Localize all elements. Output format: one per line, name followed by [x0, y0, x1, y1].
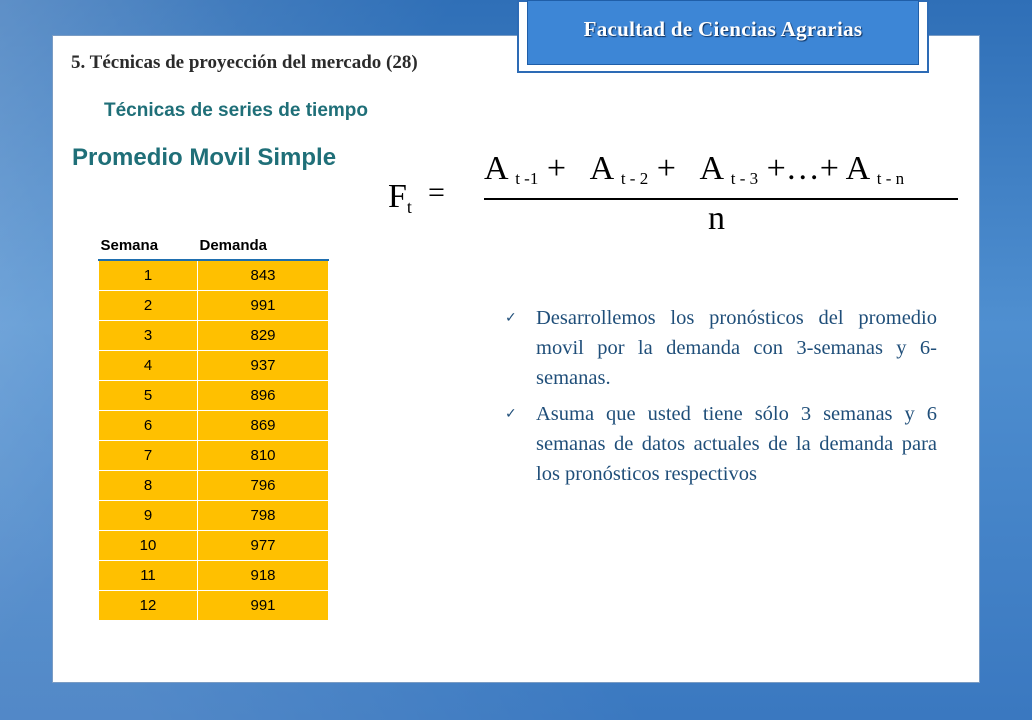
table-row: [99, 591, 329, 621]
week-cell: 3: [99, 321, 198, 351]
demand-cell: 796: [198, 471, 329, 501]
week-cell: 5: [99, 381, 198, 411]
bullet-list: [505, 303, 937, 495]
term-symbol: A: [845, 150, 869, 187]
formula-denominator: n: [708, 200, 725, 237]
term-op: +: [656, 150, 676, 187]
table-row: [99, 531, 329, 561]
column-header-week: Semana: [99, 232, 198, 260]
term-op: +: [546, 150, 567, 187]
demand-cell: 937: [198, 351, 329, 381]
subtitle: Técnicas de series de tiempo: [104, 100, 369, 121]
bullet-text: Desarrollemos los pronósticos del promedio movil por la demanda con 3-semanas y 6-semanas.: [536, 307, 937, 389]
demand-cell: 843: [198, 260, 329, 291]
demand-cell: 918: [198, 561, 329, 591]
demand-cell: 991: [198, 591, 329, 621]
table-row: [99, 441, 329, 471]
table-row: [99, 561, 329, 591]
formula-numerator: [484, 150, 904, 189]
week-cell: 12: [99, 591, 198, 621]
table-row: [99, 260, 329, 291]
term-symbol: A: [589, 150, 613, 187]
table-row: [99, 411, 329, 441]
demand-cell: 991: [198, 291, 329, 321]
table-row: [99, 351, 329, 381]
week-cell: 7: [99, 441, 198, 471]
demand-cell: 896: [198, 381, 329, 411]
bullet-item: [505, 303, 937, 393]
column-header-demand: Demanda: [198, 232, 329, 260]
demand-cell: 977: [198, 531, 329, 561]
section-title: 5. Técnicas de proyección del mercado (28): [71, 52, 418, 73]
demand-table: [98, 232, 329, 621]
term-sub: t - n: [876, 169, 905, 188]
term-symbol: A: [484, 150, 507, 187]
demand-cell: 798: [198, 501, 329, 531]
week-cell: 8: [99, 471, 198, 501]
demand-cell: 829: [198, 321, 329, 351]
table-row: [99, 321, 329, 351]
formula-equals: =: [428, 176, 445, 209]
check-icon: ✓: [505, 310, 517, 326]
term-sub: t -1: [515, 169, 539, 188]
demand-cell: 869: [198, 411, 329, 441]
table-header-row: [99, 232, 329, 260]
page-heading: Promedio Movil Simple: [72, 144, 337, 171]
bullet-item: [505, 399, 937, 489]
bullet-text: Asuma que usted tiene sólo 3 semanas y 6 semanas de datos actuales de la demanda para los pronósticos respectivos: [536, 403, 937, 485]
table-body: [99, 260, 329, 621]
term-symbol: A: [699, 150, 723, 187]
week-cell: 4: [99, 351, 198, 381]
week-cell: 2: [99, 291, 198, 321]
table-row: [99, 471, 329, 501]
week-cell: 9: [99, 501, 198, 531]
moving-average-formula: [388, 150, 968, 240]
week-cell: 11: [99, 561, 198, 591]
term-op: +…+: [766, 150, 839, 187]
formula-lhs: [388, 178, 412, 218]
term-sub: t - 2: [620, 169, 649, 188]
table-row: [99, 501, 329, 531]
week-cell: 6: [99, 411, 198, 441]
week-cell: 10: [99, 531, 198, 561]
header-banner-inner: [527, 0, 919, 65]
formula-lhs-sub: t: [406, 197, 412, 217]
check-icon: ✓: [505, 406, 517, 422]
term-sub: t - 3: [730, 169, 759, 188]
demand-cell: 810: [198, 441, 329, 471]
header-banner: [517, 0, 929, 73]
week-cell: 1: [99, 260, 198, 291]
table-row: [99, 381, 329, 411]
table-row: [99, 291, 329, 321]
formula-lhs-symbol: F: [388, 178, 407, 215]
faculty-title: Facultad de Ciencias Agrarias: [583, 17, 863, 41]
